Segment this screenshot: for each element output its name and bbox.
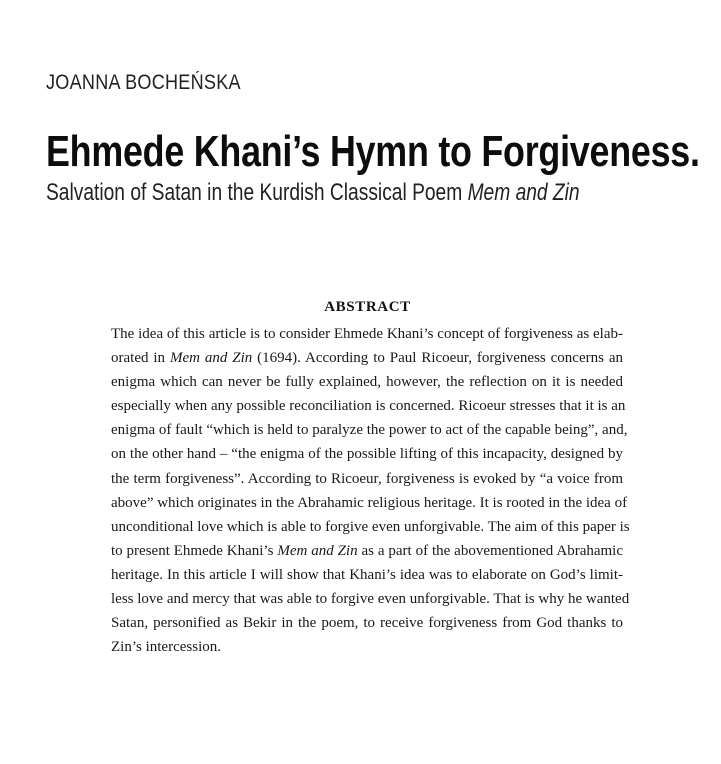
- abstract-line-text: on the other hand – “the enigma of the possible lifting of this incapacity, designed by: [111, 446, 623, 463]
- abstract-line-text: heritage. In this article I will show that Khani’s idea was to elaborate on God’s limit-: [111, 566, 623, 583]
- abstract-line: [111, 370, 623, 394]
- subtitle-poem-title: Mem and Zin: [467, 179, 580, 206]
- abstract-line-text: less love and mercy that was able to forgive even unforgivable. That is why he wanted: [111, 591, 630, 608]
- abstract-line: [111, 491, 628, 515]
- abstract-line: [111, 322, 623, 346]
- article-title: Ehmede Khani’s Hymn to Forgiveness.: [46, 127, 700, 176]
- abstract-line-text: unconditional love which is able to forgive even unforgivable. The aim of this paper is: [111, 518, 630, 535]
- abstract-line: [111, 346, 623, 370]
- abstract-line: [111, 539, 623, 563]
- abstract-line-text: (1694). According to Paul Ricoeur, forgiveness concerns an: [252, 350, 624, 367]
- subtitle-text: Salvation of Satan in the Kurdish Classical Poem: [46, 179, 468, 206]
- abstract-line-text: especially when any possible reconciliation is concerned. Ricoeur stresses that it is an: [111, 398, 626, 415]
- abstract-line-text: the term forgiveness”. According to Ricoeur, forgiveness is evoked by “a voice from: [111, 470, 623, 487]
- abstract-line: [111, 442, 623, 466]
- abstract-line: [111, 611, 623, 635]
- abstract-line: [111, 635, 623, 659]
- abstract-line: [111, 587, 630, 611]
- abstract-line-text: enigma of fault “which is held to paralyze the power to act of the capable being”, and,: [111, 422, 628, 439]
- abstract-line: [111, 467, 623, 491]
- author-name: JOANNA BOCHEŃSKA: [46, 71, 241, 94]
- abstract-line-text: The idea of this article is to consider Ehmede Khani’s concept of forgiveness as elab-: [111, 326, 623, 342]
- abstract-heading: ABSTRACT: [324, 299, 411, 315]
- abstract-line: [111, 394, 626, 418]
- abstract-line: [111, 515, 630, 539]
- abstract-line-text: Satan, personified as Bekir in the poem, to receive forgiveness from God thanks to: [111, 615, 623, 632]
- abstract-line-text: as a part of the abovementioned Abrahamic: [357, 542, 623, 559]
- article-subtitle: [46, 178, 580, 208]
- abstract-line: [111, 563, 623, 587]
- abstract-line-text: orated in: [111, 350, 170, 367]
- abstract-poem-title: Mem and Zin: [169, 350, 253, 367]
- abstract-body: [111, 322, 630, 659]
- abstract-line-text: above” which originates in the Abrahamic religious heritage. It is rooted in the idea of: [111, 494, 628, 511]
- abstract-line-text: to present Ehmede Khani’s: [111, 542, 278, 559]
- abstract-line: [111, 418, 628, 442]
- abstract-line-text: enigma which can never be fully explained, however, the reflection on it is needed: [111, 374, 623, 391]
- abstract-poem-title: Mem and Zin: [277, 542, 358, 559]
- abstract-line-text: Zin’s intercession.: [111, 639, 221, 656]
